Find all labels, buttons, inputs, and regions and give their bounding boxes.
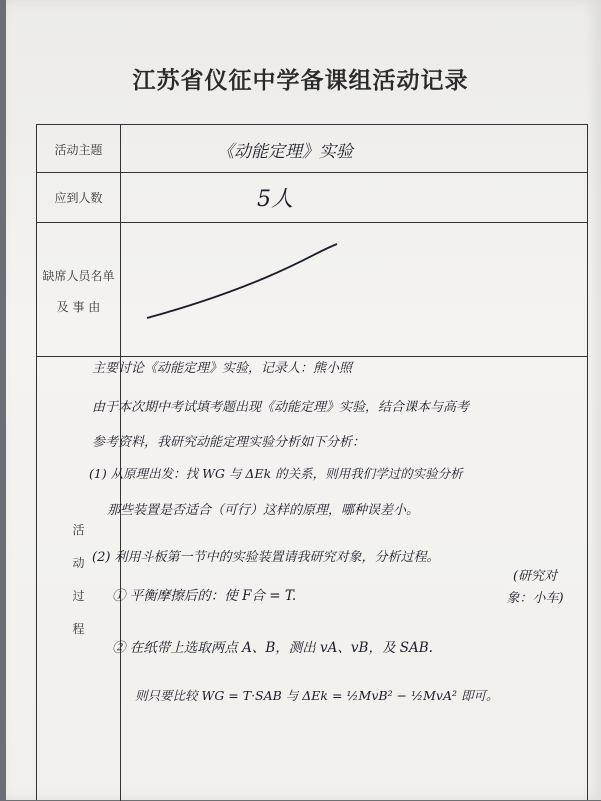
process-label-char-4: 程 — [72, 622, 85, 636]
process-line-9: 则只要比较 WG = T·SAB 与 ΔEk = ½MvB² − ½MvA² 即可。 — [135, 688, 499, 703]
topic-value: 《动能定理》实验 — [217, 142, 353, 162]
process-line-1: 主要讨论《动能定理》实验，记录人：熊小照 — [92, 361, 353, 376]
record-form — [36, 124, 588, 800]
attendance-label: 应到人数 — [54, 191, 103, 205]
row-topic — [37, 125, 587, 173]
process-line-8: ② 在纸带上选取两点 A、B，测出 vA、vB，及 SAB. — [112, 640, 433, 656]
row-attendance — [37, 172, 587, 223]
process-line-4: (1) 从原理出发：找 WG 与 ΔEk 的关系，则用我们学过的实验分析 — [89, 466, 463, 481]
topic-label: 活动主题 — [54, 143, 103, 157]
process-line-7: ① 平衡摩擦后的：使 F合 = T. — [112, 588, 297, 604]
process-line-6: (2) 利用斗板第一节中的实验装置请我研究对象，分析过程。 — [92, 550, 440, 565]
side-note: (研究对象：小车) — [506, 569, 564, 606]
absent-reason-label: 及 事 由 — [56, 300, 101, 314]
page-title: 江苏省仪征中学备课组活动记录 — [132, 67, 469, 94]
process-label-char-2: 动 — [72, 556, 85, 570]
empty-slash-mark — [37, 222, 589, 356]
process-line-5: 那些装置是否适合（可行）这样的原理，哪种误差小。 — [107, 503, 420, 518]
process-line-2: 由于本次期中考试填考题出现《动能定理》实验，结合课本与高考 — [92, 400, 470, 415]
process-line-3: 参考资料，我研究动能定理实验分析如下分析： — [92, 435, 366, 450]
absent-label: 缺席人员名单 — [42, 269, 115, 283]
row-absent — [37, 222, 587, 357]
process-label-char-1: 活 — [72, 523, 85, 537]
attendance-value: 5人 — [257, 187, 293, 212]
process-label-char-3: 过 — [72, 589, 85, 603]
